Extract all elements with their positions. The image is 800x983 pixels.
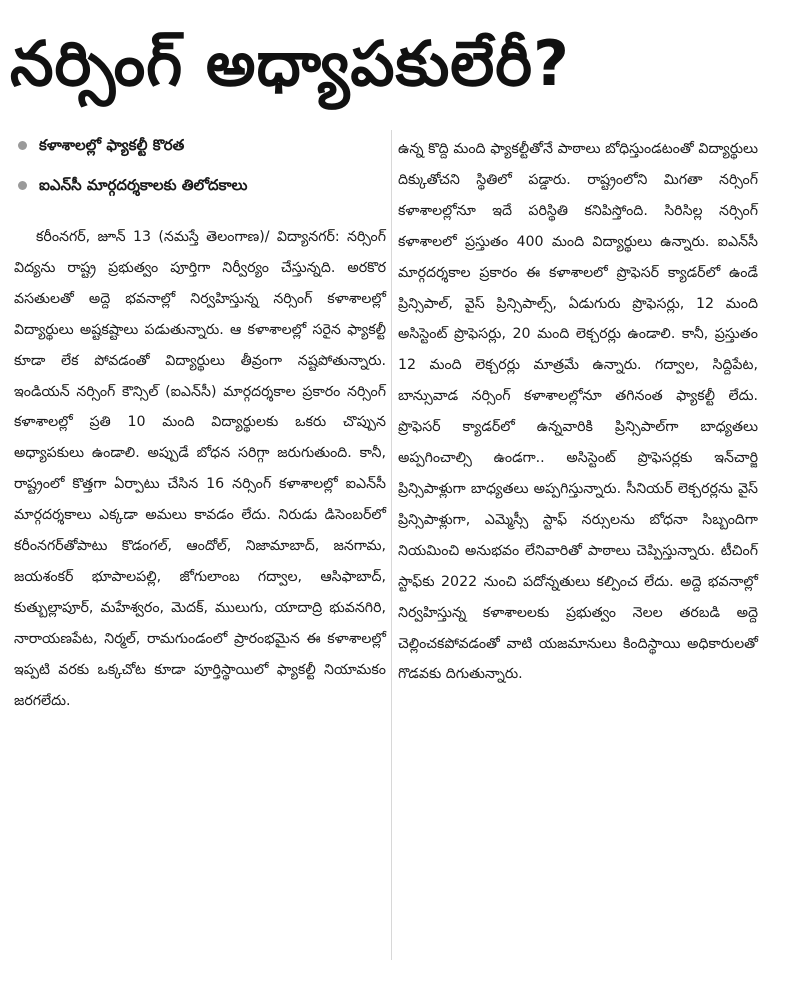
highlight-item xyxy=(14,170,386,200)
left-column xyxy=(14,130,386,717)
article-body-left: కరీంనగర్, జూన్ 13 (నమస్తే తెలంగాణ)/ విద్యానగర్: నర్సింగ్ విద్యను రాష్ట్ర ప్రభుత్వం పూర్తిగా నిర్వీర్యం చేస్తున్నది. అరకొర వసతులతో అద్దె భవనాల్లో నిర్వహిస్తున్న నర్సింగ్ కళాశాలల్లో విద్యార్థులు అష్టకష్టాలు పడుతున్నారు. ఆ కళాశాలల్లో సరైన ఫ్యాకల్టీ కూడా లేక పోవడంతో విద్యార్థులు తీవ్రంగా నష్టపోతున్నారు. ఇండియన్ నర్సింగ్ కౌన్సిల్ (ఐఎన్‌సీ) మార్గదర్శకాల ప్రకారం నర్సింగ్ కళాశాలల్లో ప్రతి 10 మంది విద్యార్థులకు ఒకరు చొప్పున అధ్యాపకులు ఉండాలి. అప్పుడే బోధన సరిగ్గా జరుగుతుంది. కానీ, రాష్ట్రంలో కొత్తగా ఏర్పాటు చేసిన 16 నర్సింగ్ కళాశాలల్లో ఐఎన్‌సీ మార్గదర్శకాలు ఎక్కడా అమలు కావడం లేదు. నిరుడు డిసెంబర్‌లో కరీంనగర్‌తోపాటు కొడంగల్, ఆందోల్, నిజామాబాద్, జనగామ, జయశంకర్ భూపాలపల్లి, జోగులాంబ గద్వాల, ఆసిఫాబాద్, కుత్బుల్లాపూర్, మహేశ్వరం, మెదక్, ములుగు, యాదాద్రి భువనగిరి, నారాయణపేట, నిర్మల్, రామగుండంలో ప్రారంభమైన ఈ కళాశాలల్లో ఇప్పటి వరకు ఒక్కచోట కూడా పూర్తిస్థాయిలో ఫ్యాకల్టీ నియామకం జరగలేదు. xyxy=(14,229,386,709)
highlight-item xyxy=(14,130,386,160)
article-body-right: ఉన్న కొద్ది మంది ఫ్యాకల్టీతోనే పాఠాలు బోధిస్తుండటంతో విద్యార్థులు దిక్కుతోచని స్థితిలో పడ్డారు. రాష్ట్రంలోని మిగతా నర్సింగ్ కళాశాలల్లోనూ ఇదే పరిస్థితి కనిపిస్తోంది. సిరిసిల్ల నర్సింగ్ కళాశాలలో ప్రస్తుతం 400 మంది విద్యార్థులు ఉన్నారు. ఐఎన్‌సీ మార్గదర్శకాల ప్రకారం ఈ కళాశాలలో ప్రొఫెసర్ క్యాడర్‌లో ఉండే ప్రిన్సిపాల్, వైస్ ప్రిన్సిపాల్స్, ఏడుగురు ప్రొఫెసర్లు, 12 మంది అసిస్టెంట్ ప్రొఫెసర్లు, 20 మంది లెక్చరర్లు ఉండాలి. కానీ, ప్రస్తుతం 12 మంది లెక్చరర్లు మాత్రమే ఉన్నారు. గద్వాల, సిద్దిపేట, బాన్సువాడ నర్సింగ్ కళాశాలల్లోనూ తగినంత ఫ్యాకల్టీ లేదు. ప్రొఫెసర్ క్యాడర్‌లో ఉన్నవారికి ప్రిన్సిపాల్‌గా బాధ్యతలు అప్పగించాల్సి ఉండగా.. అసిస్టెంట్ ప్రొఫెసర్లకు ఇన్‌చార్జి ప్రిన్సిపాళ్లుగా బాధ్యతలు అప్పగిస్తున్నారు. సీనియర్ లెక్చరర్లను వైస్ ప్రిన్సిపాళ్లుగా, ఎమ్మెస్సీ స్టాఫ్ నర్సులను బోధనా సిబ్బందిగా నియమించి అనుభవం లేనివారితో పాఠాలు చెప్పిస్తున్నారు. టీచింగ్ స్టాఫ్‌కు 2022 నుంచి పదోన్నతులు కల్పించ లేదు. అద్దె భవనాల్లో నిర్వహిస్తున్న కళాశాలలకు ప్రభుత్వం నెలల తరబడి అద్దె చెల్లించకపోవడంతో వాటి యజమానులు కిందిస్థాయి అధికారులతో గొడవకు దిగుతున్నారు. xyxy=(398,141,758,683)
highlight-text: కళాశాలల్లో ఫ్యాకల్టీ కొరత xyxy=(39,136,185,154)
highlight-list xyxy=(14,130,386,200)
bullet-dot-icon xyxy=(18,141,27,150)
headline: నర్సింగ్ అధ్యాపకులేరీ? xyxy=(10,27,570,100)
right-column xyxy=(398,134,758,690)
column-divider xyxy=(391,130,392,960)
highlight-text: ఐఎన్‌సీ మార్గదర్శకాలకు తిలోదకాలు xyxy=(39,176,248,194)
bullet-dot-icon xyxy=(18,181,27,190)
